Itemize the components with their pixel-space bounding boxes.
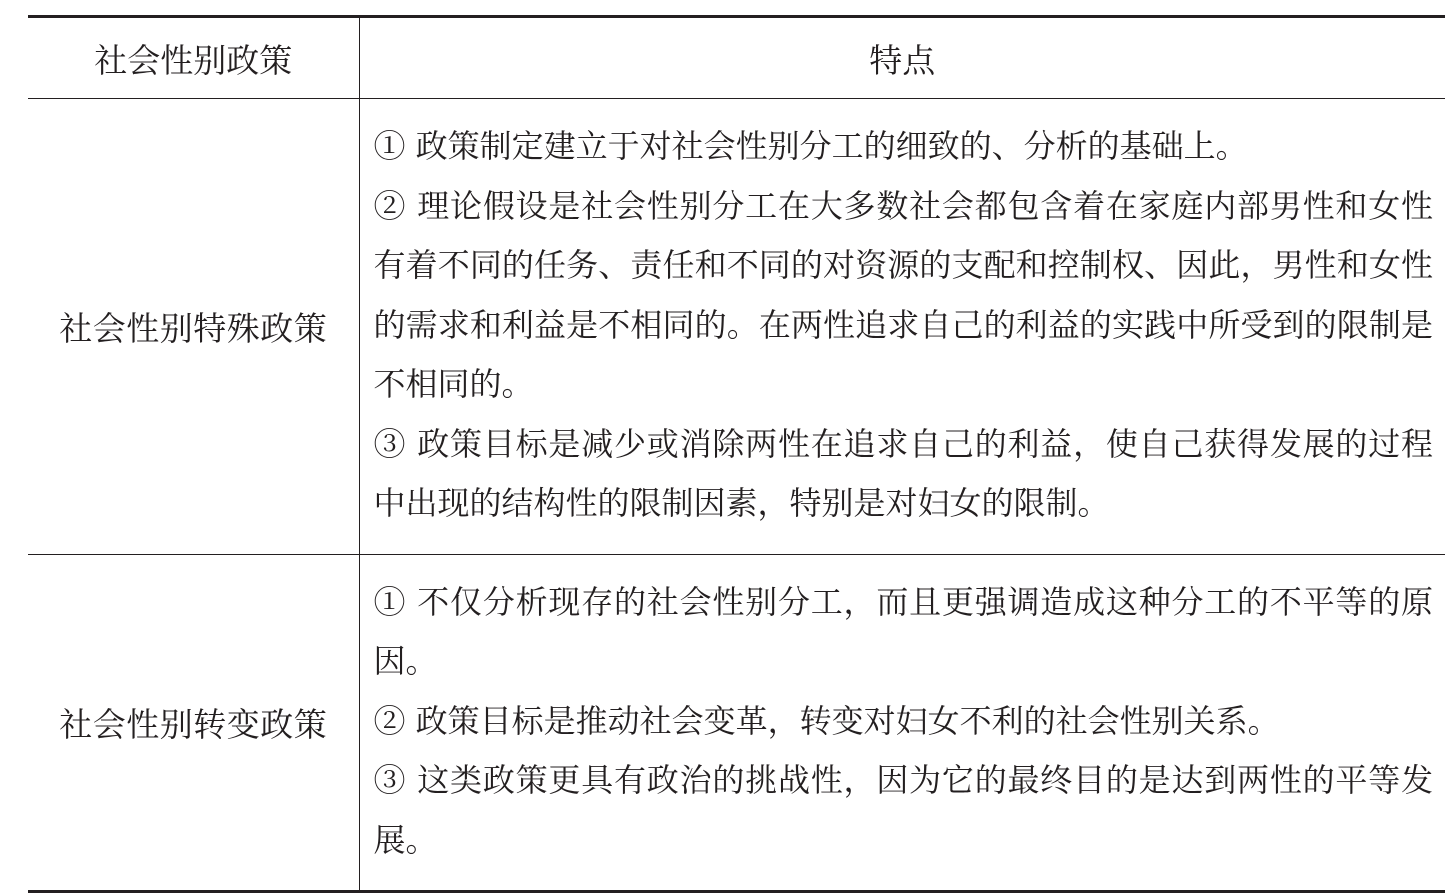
policy-name: 社会性别转变政策	[28, 554, 359, 892]
policy-name: 社会性别特殊政策	[28, 99, 359, 555]
policy-features	[359, 99, 1445, 555]
feature-item: ③ 政策目标是减少或消除两性在追求自己的利益，使自己获得发展的过程中出现的结构性的限制因素，特别是对妇女的限制。	[373, 424, 1433, 522]
policy-features	[359, 554, 1445, 892]
header-policy: 社会性别政策	[28, 17, 359, 99]
feature-item: ② 政策目标是推动社会变革，转变对妇女不利的社会性别关系。	[373, 701, 1280, 740]
policy-table	[28, 15, 1445, 893]
feature-item: ② 理论假设是社会性别分工在大多数社会都包含着在家庭内部男性和女性有着不同的任务、责任和不同的对资源的支配和控制权、因此，男性和女性的需求和利益是不相同的。在两性追求自己的利益的实践中所受到的限制是不相同的。	[373, 186, 1433, 403]
header-features: 特点	[359, 17, 1445, 99]
table-row	[28, 99, 1445, 555]
feature-item: ① 不仅分析现存的社会性别分工，而且更强调造成这种分工的不平等的原因。	[373, 582, 1433, 680]
feature-item: ① 政策制定建立于对社会性别分工的细致的、分析的基础上。	[373, 127, 1248, 165]
table-row	[28, 554, 1445, 892]
feature-item: ③ 这类政策更具有政治的挑战性，因为它的最终目的是达到两性的平等发展。	[373, 761, 1433, 859]
table-header-row	[28, 17, 1445, 99]
